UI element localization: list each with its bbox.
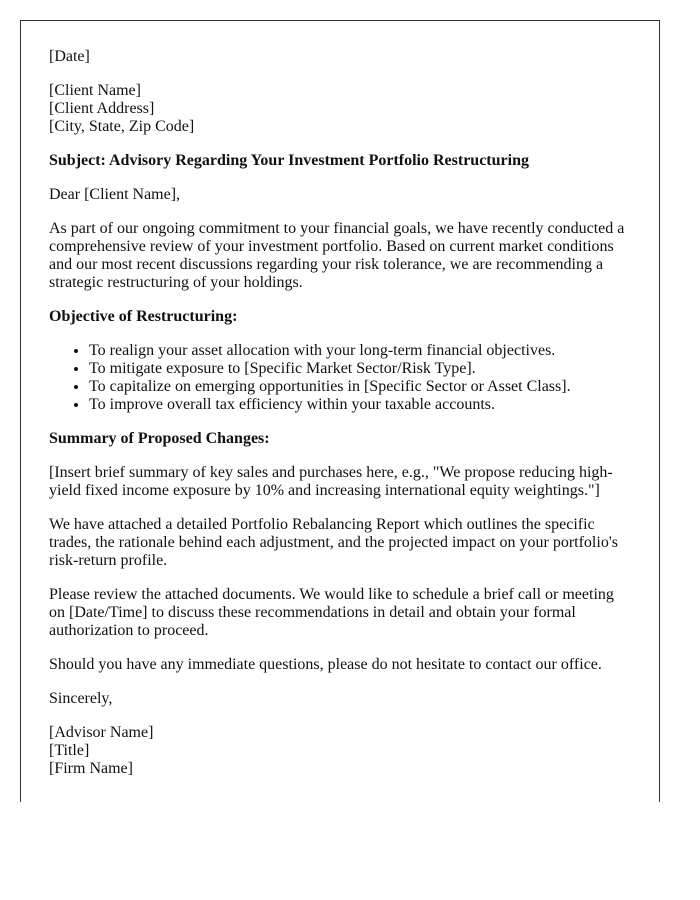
objective-item: • To capitalize on emerging opportunities in [Specific Sector or Asset Class]. (89, 378, 631, 396)
report-paragraph: We have attached a detailed Portfolio Rebalancing Report which outlines the specific trades, the rationale behind each adjustment, and the projected impact on your portfolio's risk-return profile. (49, 516, 618, 569)
recipient-block (49, 82, 631, 136)
subject-line: Subject: Advisory Regarding Your Investment Portfolio Restructuring (49, 152, 529, 169)
objective-heading: Objective of Restructuring: (49, 308, 238, 325)
summary-paragraph: [Insert brief summary of key sales and purchases here, e.g., "We propose reducing high-yield fixed income exposure by 10% and increasing international equity weightings."] (49, 464, 613, 499)
questions-paragraph: Should you have any immediate questions, please do not hesitate to contact our office. (49, 656, 602, 673)
meeting-paragraph: Please review the attached documents. We would like to schedule a brief call or meeting on [Date/Time] to discuss these recommendations in detail and obtain your formal authorization to proceed. (49, 586, 614, 639)
letter-date: [Date] (49, 48, 90, 65)
objectives-list (49, 342, 631, 414)
recipient-address: [Client Address] (49, 100, 155, 117)
objective-item: • To mitigate exposure to [Specific Market Sector/Risk Type]. (89, 360, 631, 378)
signature-block (49, 724, 631, 778)
objective-item: • To realign your asset allocation with your long-term financial objectives. (89, 342, 631, 360)
recipient-city-state-zip: [City, State, Zip Code] (49, 118, 195, 135)
recipient-name: [Client Name] (49, 82, 141, 99)
intro-paragraph: As part of our ongoing commitment to your financial goals, we have recently conducted a comprehensive review of your investment portfolio. Based on current market conditions and our most recent discussions regarding your risk tolerance, we are recommending a strategic restructuring of your holdings. (49, 220, 625, 291)
advisor-title: [Title] (49, 742, 90, 759)
salutation: Dear [Client Name], (49, 186, 181, 203)
objective-item: • To improve overall tax efficiency within your taxable accounts. (89, 396, 631, 414)
summary-heading: Summary of Proposed Changes: (49, 430, 270, 447)
closing: Sincerely, (49, 690, 113, 707)
firm-name: [Firm Name] (49, 760, 133, 777)
letter-page (20, 20, 660, 802)
advisor-name: [Advisor Name] (49, 724, 154, 741)
